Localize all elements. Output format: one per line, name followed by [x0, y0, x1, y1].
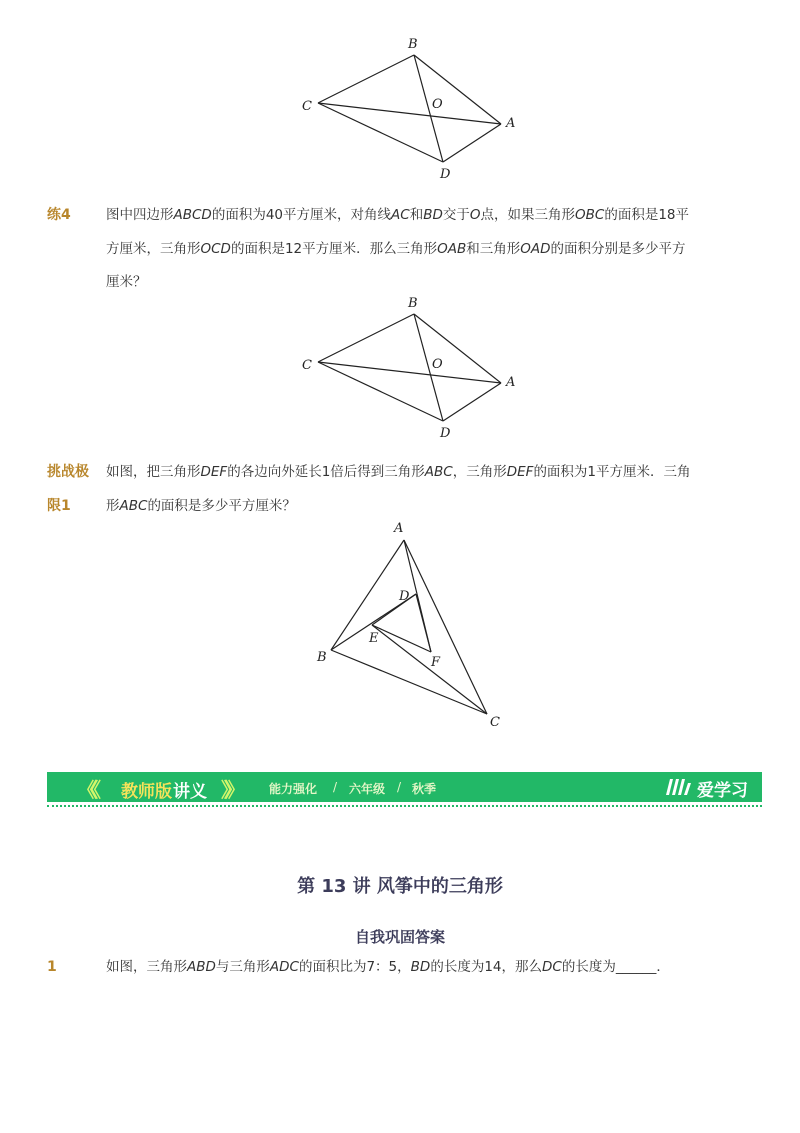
challenge-line-1: 如图，把三角形DEF的各边向外延长1倍后得到三角形ABC，三角形DEF的面积为1平方厘米．三角 — [106, 464, 691, 480]
edge-fd — [416, 594, 431, 652]
question-1-text: 如图，三角形ABD与三角形ADC的面积比为7：5，BD的长度为14，那么DC的长度为______． — [106, 959, 670, 975]
vertex-c-label: C — [302, 99, 312, 114]
breadcrumb-separator-1: / — [333, 780, 338, 794]
vertex-o-label: O — [432, 97, 443, 112]
vertex-a-label: A — [506, 116, 516, 131]
vertex-o-label: O — [432, 357, 443, 372]
vertex-b-label: B — [408, 296, 418, 311]
edge-dc — [318, 362, 443, 421]
edge-cb — [318, 314, 414, 362]
vertex-e-label: E — [369, 631, 379, 646]
vertex-b-label: B — [408, 37, 418, 52]
edge-dc — [318, 103, 443, 162]
practice-4-label: 练4 — [47, 207, 71, 223]
breadcrumb-grade: 六年级 — [349, 782, 386, 796]
diagonal-ca — [318, 103, 501, 124]
edge-ab — [331, 540, 404, 650]
vertex-d-label: D — [440, 167, 451, 182]
question-1-number: 1 — [47, 959, 57, 975]
edge-ca — [404, 540, 487, 714]
breadcrumb-separator-2: / — [397, 780, 402, 794]
practice-4-line-2: 方厘米，三角形OCD的面积是12平方厘米．那么三角形OAB和三角形OAD的面积分别是多少平方 — [106, 241, 686, 257]
vertex-c-label: C — [302, 358, 312, 373]
right-chevrons-icon: 》》 — [221, 778, 239, 802]
vertex-f-label: F — [431, 655, 441, 670]
vertex-d-label: D — [440, 426, 451, 441]
kite-figure-top — [290, 30, 530, 190]
lecture-title: 第 13 讲 风筝中的三角形 — [297, 876, 503, 897]
edge-ad — [443, 383, 501, 421]
edge-ba — [414, 55, 501, 124]
vertex-d-label: D — [399, 589, 410, 604]
challenge-label-line-1: 挑战极 — [47, 464, 89, 480]
edge-ba — [414, 314, 501, 383]
brand-name: 爱学习 — [697, 781, 748, 801]
breadcrumb-ability: 能力强化 — [269, 782, 318, 796]
vertex-a-label: A — [506, 375, 516, 390]
left-chevrons-icon: 《《 — [77, 778, 95, 802]
edge-cb — [318, 55, 414, 103]
teacher-edition-banner — [47, 772, 762, 802]
challenge-label-line-2: 限1 — [47, 498, 71, 514]
banner-title-b: 讲义 — [173, 782, 207, 802]
practice-4-line-3: 厘米？ — [106, 274, 147, 290]
kite-figure-practice-4 — [290, 290, 530, 450]
practice-4-line-1: 图中四边形ABCD的面积为40平方厘米，对角线AC和BD交于O点，如果三角形OBC的面积是18平 — [106, 207, 690, 223]
challenge-line-2: 形ABC的面积是多少平方厘米？ — [106, 498, 296, 514]
vertex-a-label: A — [394, 521, 404, 536]
diagonal-ca — [318, 362, 501, 383]
vertex-b-label: B — [317, 650, 327, 665]
section-title: 自我巩固答案 — [354, 928, 445, 946]
edge-bc — [331, 650, 487, 714]
vertex-c-label: C — [490, 715, 500, 730]
triangle-figure — [300, 515, 520, 735]
edge-ad — [443, 124, 501, 162]
brand-logo-icon — [664, 777, 694, 797]
banner-dotted-divider — [47, 805, 762, 807]
breadcrumb-season: 秋季 — [412, 782, 437, 796]
banner-title-a: 教师版 — [121, 782, 172, 802]
line-c-e — [372, 625, 487, 714]
